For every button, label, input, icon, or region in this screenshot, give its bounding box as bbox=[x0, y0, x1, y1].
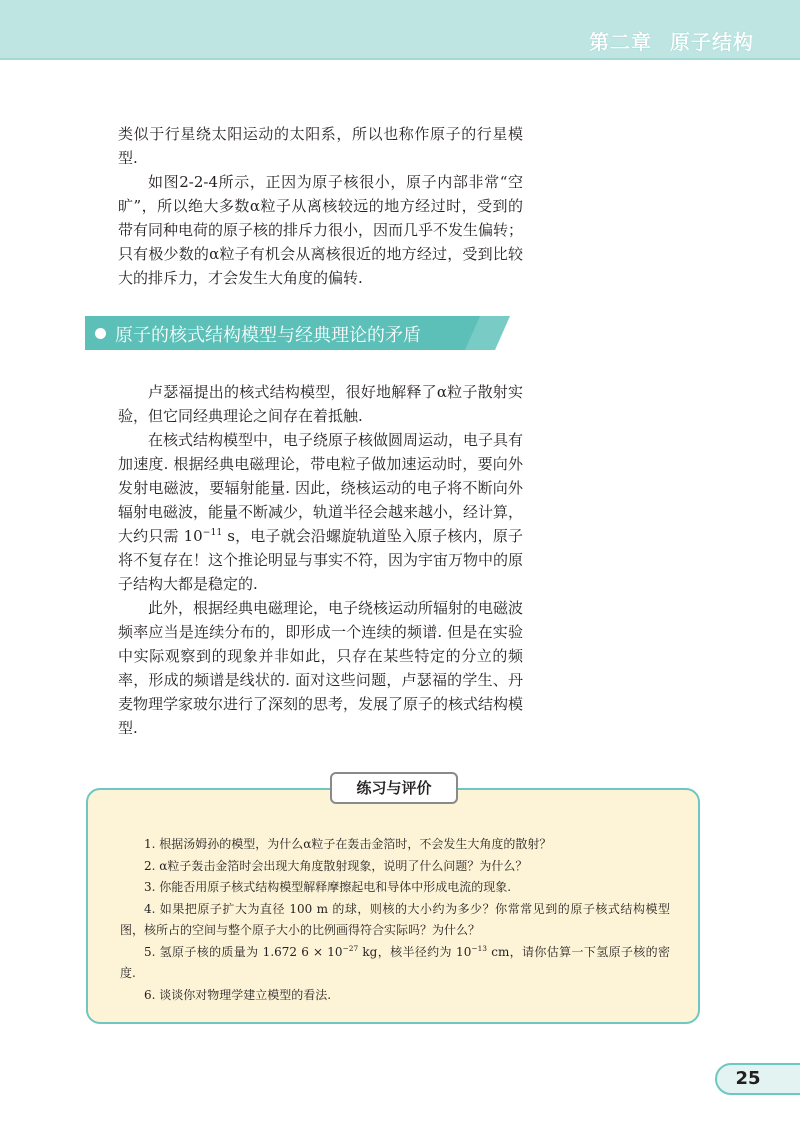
paragraph: 类似于行星绕太阳运动的太阳系，所以也称作原子的行星模型. bbox=[118, 125, 523, 167]
exercise-item: 6. 谈谈你对物理学建立模型的看法. bbox=[144, 987, 332, 1002]
chapter-name: 原子结构 bbox=[670, 30, 754, 54]
paragraph: 此外，根据经典电磁理论，电子绕核运动所辐射的电磁波频率应当是连续分布的，即形成一个连续的频谱. 但是在实验中实际观察到的现象并非如此，只存在某些特定的分立的频率，形成的频谱是线状的. 面对这些问题，卢瑟福的学生、丹麦物理学家玻尔进行了深刻的思考，发展了原子的核式结构模型. bbox=[118, 599, 524, 737]
exercise-item: 3. 你能否用原子核式结构模型解释摩擦起电和导体中形成电流的现象. bbox=[144, 880, 512, 894]
bullet-icon bbox=[95, 328, 106, 339]
paragraph: 如图2-2-4所示，正因为原子核很小，原子内部非常“空旷”，所以绝大多数α粒子从离核较远的地方经过时，受到的带有同种电荷的原子核的排斥力很小，因而几乎不发生偏转；只有极少数的α粒子有机会从离核很近的地方经过，受到比较大的排斥力，才会发生大角度的偏转. bbox=[118, 173, 524, 287]
page-number: 25 bbox=[735, 1068, 761, 1089]
exercise-list bbox=[120, 834, 670, 1006]
paragraph: 在核式结构模型中，电子绕原子核做圆周运动，电子具有加速度. 根据经典电磁理论，带电粒子做加速运动时，要向外发射电磁波，要辐射能量. 因此，绕核运动的电子将不断向外辐射电磁波，能量不断减少，轨道半径会越来越小，经计算，大约只需 $10^{-11}$ s，电子就会沿螺旋轨道坠入原子核内，原子将不复存在！这个推论明显与事实不符，因为宇宙万物中的原子结构大都是稳定的. bbox=[118, 431, 524, 593]
section-heading-text: 原子的核式结构模型与经典理论的矛盾 bbox=[115, 325, 421, 346]
section-heading bbox=[85, 316, 510, 350]
exercise-title: 练习与评价 bbox=[330, 772, 458, 804]
chapter-number: 第二章 bbox=[589, 30, 652, 54]
chapter-title bbox=[589, 26, 754, 55]
paragraph: 卢瑟福提出的核式结构模型，很好地解释了α粒子散射实验，但它同经典理论之间存在着抵触. bbox=[118, 383, 523, 425]
body-text-top bbox=[118, 122, 523, 290]
exercise-item: 4. 如果把原子扩大为直径 100 m 的球，则核的大小约为多少？你常常见到的原子核式结构模型图，核所占的空间与整个原子大小的比例画得符合实际吗？为什么？ bbox=[120, 901, 670, 937]
exercise-item: 2. α粒子轰击金箔时会出现大角度散射现象，说明了什么问题？为什么？ bbox=[144, 858, 528, 873]
body-text-main bbox=[118, 380, 523, 740]
exercise-item: 1. 根据汤姆孙的模型，为什么α粒子在轰击金箔时，不会发生大角度的散射？ bbox=[144, 837, 552, 851]
exercise-item: 5. 氢原子核的质量为 1.672 $6 \times 10^{-27}$ kg，核半径约为 $10^{-13}$ cm，请你估算一下氢原子核的密度. bbox=[120, 943, 671, 980]
